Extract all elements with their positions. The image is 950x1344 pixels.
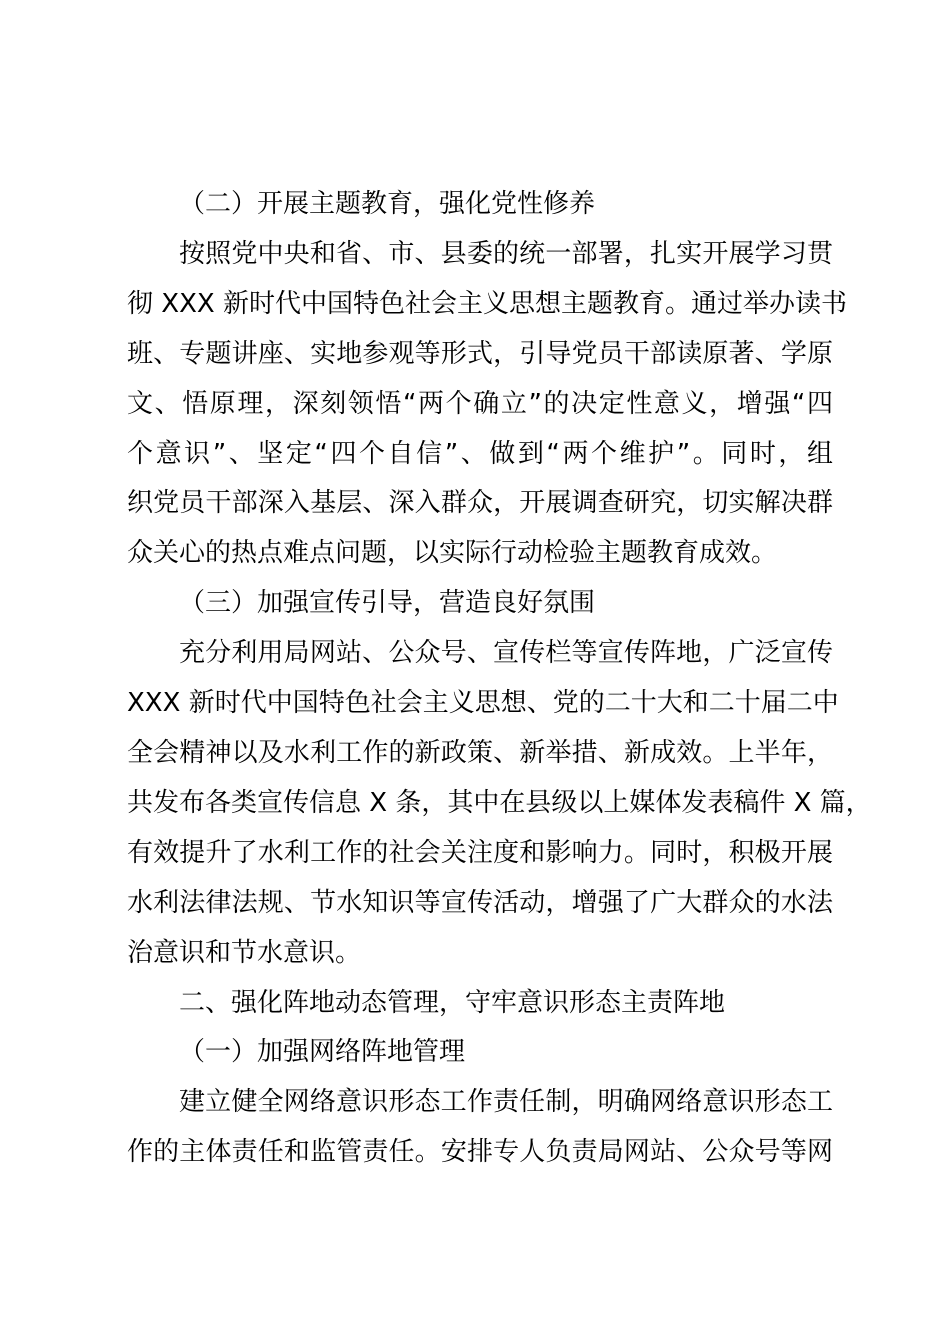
paragraph-publicity <box>127 629 872 978</box>
paragraph-line: 彻 XXX 新时代中国特色社会主义思想主题教育。通过举办读书 <box>127 288 847 319</box>
section-heading-2: （二）开展主题教育，强化党性修养 <box>179 189 596 219</box>
paragraph-line: 众关心的热点难点问题，以实际行动检验主题教育成效。 <box>127 538 778 569</box>
paragraph-line: 按照党中央和省、市、县委的统一部署，扎实开展学习贯 <box>179 238 833 269</box>
paragraph-line: 作的主体责任和监管责任。安排专人负责局网站、公众号等网 <box>127 1137 833 1168</box>
part-two-heading: 二、强化阵地动态管理，守牢意识形态主责阵地 <box>179 987 726 1018</box>
paragraph-line: 充分利用局网站、公众号、宣传栏等宣传阵地，广泛宣传 <box>179 638 833 669</box>
document-body <box>127 180 872 1178</box>
paragraph-line: 建立健全网络意识形态工作责任制，明确网络意识形态工 <box>179 1087 833 1118</box>
paragraph-line: 个意识”、坚定“四个自信”、做到“两个维护”。同时，组 <box>127 438 833 469</box>
paragraph-line: 有效提升了水利工作的社会关注度和影响力。同时，积极开展 <box>127 837 833 868</box>
paragraph-line: 织党员干部深入基层、深入群众，开展调查研究，切实解决群 <box>127 488 833 519</box>
paragraph-line: 文、悟原理，深刻领悟“两个确立”的决定性意义，增强“四 <box>127 388 833 419</box>
section-heading-2-1: （一）加强网络阵地管理 <box>179 1037 466 1068</box>
paragraph-line: 水利法律法规、节水知识等宣传活动，增强了广大群众的水法 <box>127 887 833 918</box>
paragraph-line: 班、专题讲座、实地参观等形式，引导党员干部读原著、学原 <box>127 338 833 369</box>
paragraph-line: 共发布各类宣传信息 X 条，其中在县级以上媒体发表稿件 X 篇， <box>127 787 872 818</box>
paragraph-network-management <box>127 1078 833 1178</box>
paragraph-line: 全会精神以及水利工作的新政策、新举措、新成效。上半年， <box>127 737 833 768</box>
section-heading-3: （三）加强宣传引导，营造良好氛围 <box>179 588 596 619</box>
paragraph-line: 治意识和节水意识。 <box>127 937 362 968</box>
paragraph-line: XXX 新时代中国特色社会主义思想、党的二十大和二十届二中 <box>127 688 839 719</box>
paragraph-theme-education <box>127 230 847 579</box>
